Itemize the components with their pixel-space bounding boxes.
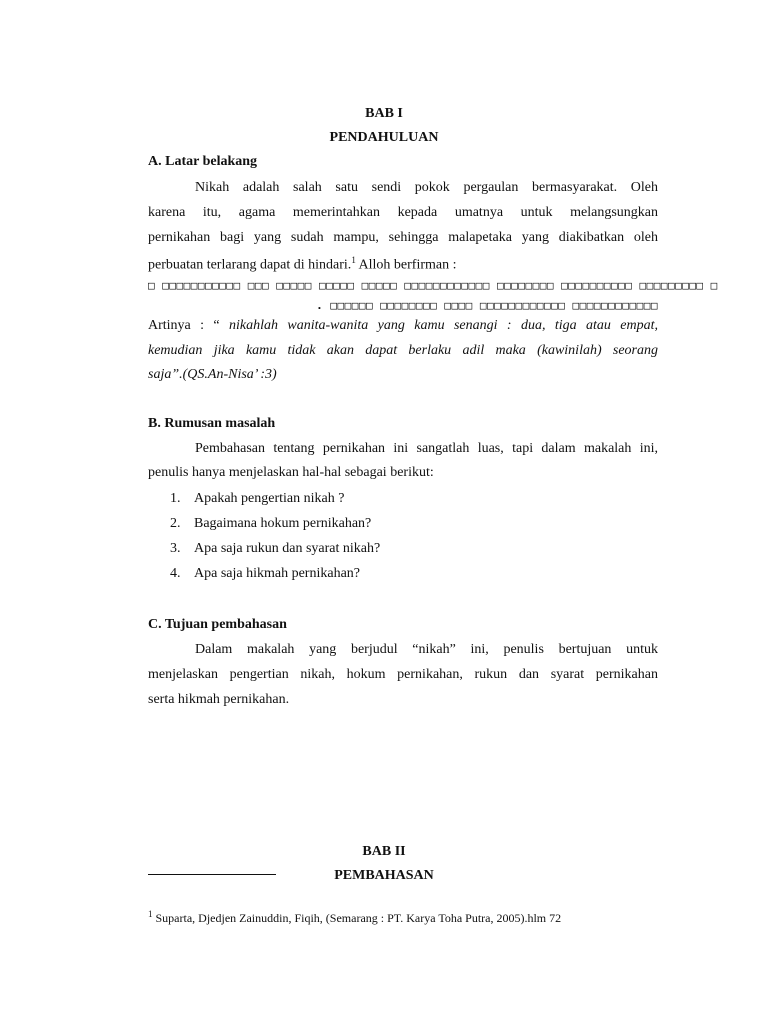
list-item bbox=[170, 516, 371, 532]
arabic-verse-line-2: . □□□□□□ □□□□□□□□ □□□□ □□□□□□□□□□□□ □□□□□□□□□□□□ bbox=[316, 299, 658, 312]
footnote-separator bbox=[148, 874, 276, 875]
section-a-line-3: pernikahan bagi yang sudah mampu, sehingga malapetaka yang diakibatkan oleh bbox=[148, 230, 658, 245]
section-b-heading: B. Rumusan masalah bbox=[148, 416, 276, 431]
section-c-line-1: Dalam makalah yang berjudul “nikah” ini, penulis bertujuan untuk bbox=[195, 642, 658, 657]
footnote bbox=[148, 909, 561, 926]
section-a-heading: A. Latar belakang bbox=[148, 154, 258, 169]
artinya-line-1 bbox=[148, 318, 658, 334]
footnote-text: Suparta, Djedjen Zainuddin, Fiqih, (Semarang : PT. Karya Toha Putra, 2005).hlm 72 bbox=[152, 911, 562, 925]
list-item-number: 2. bbox=[170, 516, 181, 531]
section-a-line-2: karena itu, agama memerintahkan kepada umatnya untuk melangsungkan bbox=[148, 205, 658, 220]
list-item bbox=[170, 491, 344, 507]
list-item-number: 3. bbox=[170, 541, 181, 556]
bab2-subtitle: PEMBAHASAN bbox=[334, 868, 434, 883]
artinya-prefix: Artinya : “ bbox=[148, 318, 220, 333]
bab1-subtitle: PENDAHULUAN bbox=[329, 130, 439, 145]
section-c-line-2: menjelaskan pengertian nikah, hokum pernikahan, rukun dan syarat pernikahan bbox=[148, 667, 658, 682]
list-item-number: 1. bbox=[170, 491, 181, 506]
artinya-text-1: nikahlah wanita-wanita yang kamu senangi : dua, tiga atau empat, bbox=[219, 318, 658, 333]
section-a-line-4-tail: Alloh berfirman : bbox=[355, 257, 457, 273]
bab1-title: BAB I bbox=[365, 106, 403, 121]
footnote-number: 1 bbox=[148, 909, 153, 919]
section-c-line-3: serta hikmah pernikahan. bbox=[148, 692, 290, 707]
artinya-line-3: saja”.(QS.An-Nisa’ :3) bbox=[148, 367, 277, 382]
list-item-text: Bagaimana hokum pernikahan? bbox=[194, 516, 372, 531]
footnote-ref: 1 bbox=[351, 255, 356, 265]
section-b-line-2: penulis hanya menjelaskan hal-hal sebagai berikut: bbox=[148, 465, 434, 480]
bab2-title: BAB II bbox=[362, 844, 406, 859]
section-a-line-1: Nikah adalah salah satu sendi pokok pergaulan bermasyarakat. Oleh bbox=[195, 180, 658, 195]
section-a-line-4 bbox=[148, 255, 658, 274]
section-a-line-4-text: perbuatan terlarang dapat di hindari. bbox=[148, 257, 352, 273]
artinya-line-2: kemudian jika kamu tidak akan dapat berlaku adil maka (kawinilah) seorang bbox=[148, 343, 658, 358]
list-item-text: Apa saja hikmah pernikahan? bbox=[194, 566, 360, 581]
list-item bbox=[170, 541, 380, 557]
section-b-line-1: Pembahasan tentang pernikahan ini sangatlah luas, tapi dalam makalah ini, bbox=[195, 441, 658, 456]
arabic-verse-line-1: □ □□□□□□□□□□□ □□□ □□□□□ □□□□□ □□□□□ □□□□□□□□□□□□ □□□□□□□□ □□□□□□□□□□ □□□□□□□□□ □ bbox=[148, 279, 718, 292]
list-item-text: Apa saja rukun dan syarat nikah? bbox=[194, 541, 381, 556]
list-item bbox=[170, 566, 360, 582]
list-item-text: Apakah pengertian nikah ? bbox=[194, 491, 345, 506]
section-c-heading: C. Tujuan pembahasan bbox=[148, 617, 287, 632]
list-item-number: 4. bbox=[170, 566, 181, 581]
